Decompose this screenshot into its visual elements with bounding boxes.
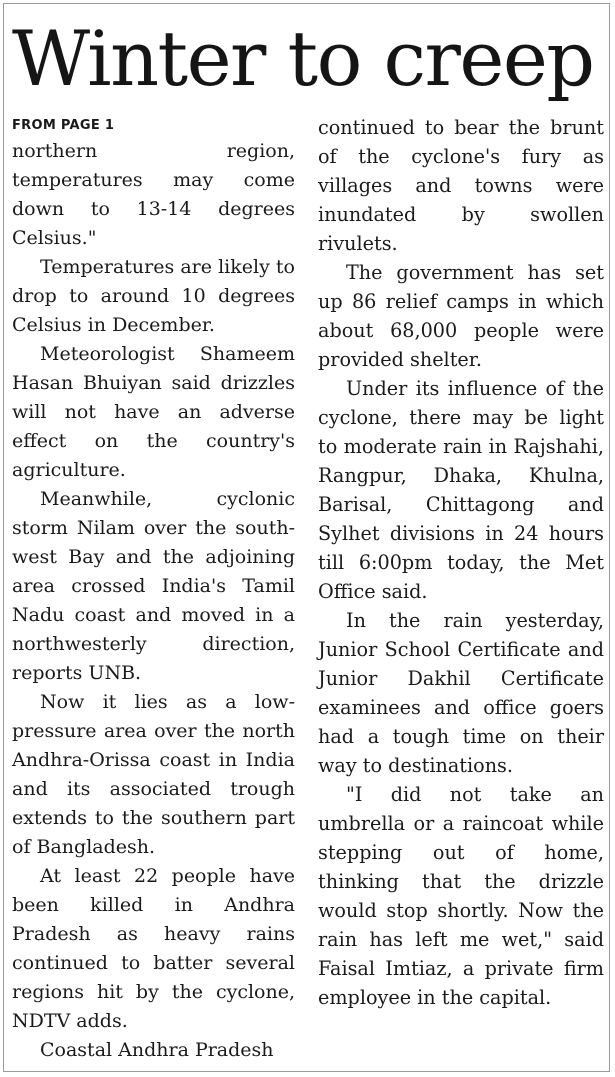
paragraph: Meanwhile, cyclonic storm Nilam over the south-west Bay and the adjoining area crossed India's Tamil Nadu coast and moved in a northwesterly direction, reports UNB. [12,488,295,684]
paragraph: Temperatures are likely to drop to around 10 degrees Celsius in December. [12,256,295,336]
paragraph: In the rain yesterday, Junior School Certificate and Junior Dakhil Certificate examinees and office goers had a tough time on their way to destinations. [318,609,604,777]
paragraph: The government has set up 86 relief camps in which about 68,000 people were provided shelter. [318,261,604,371]
paragraph: Meteorologist Shameem Hasan Bhuiyan said drizzles will not have an adverse effect on the country's agriculture. [12,343,295,481]
paragraph: continued to bear the brunt of the cyclone's fury as villages and towns were inundated by swollen rivulets. [318,116,604,255]
article-column-right [318,113,604,1012]
continuation-kicker: FROM PAGE 1 [12,118,115,133]
paragraph: Now it lies as a low-pressure area over the north Andhra-Orissa coast in India and its associated trough extends to the southern part of Bangladesh. [12,691,295,858]
paragraph: Coastal Andhra Pradesh [40,1039,274,1061]
paragraph: At least 22 people have been killed in Andhra Pradesh as heavy rains continued to batter several regions hit by the cyclone, NDTV adds. [12,865,295,1032]
headline: Winter to creep [12,14,594,103]
paragraph: Under its influence of the cyclone, there may be light to moderate rain in Rajshahi, Rangpur, Dhaka, Khulna, Barisal, Chittagong and Sylhet divisions in 24 hours till 6:00pm today, the Met Office said. [318,377,604,603]
article-column-left [12,115,295,1065]
paragraph: northern region, temperatures may come down to 13-14 degrees Celsius." [12,140,295,249]
paragraph: "I did not take an umbrella or a raincoat while stepping out of home, thinking that the drizzle would stop shortly. Now the rain has left me wet," said Faisal Imtiaz, a private firm employee in the capital. [318,783,604,1009]
